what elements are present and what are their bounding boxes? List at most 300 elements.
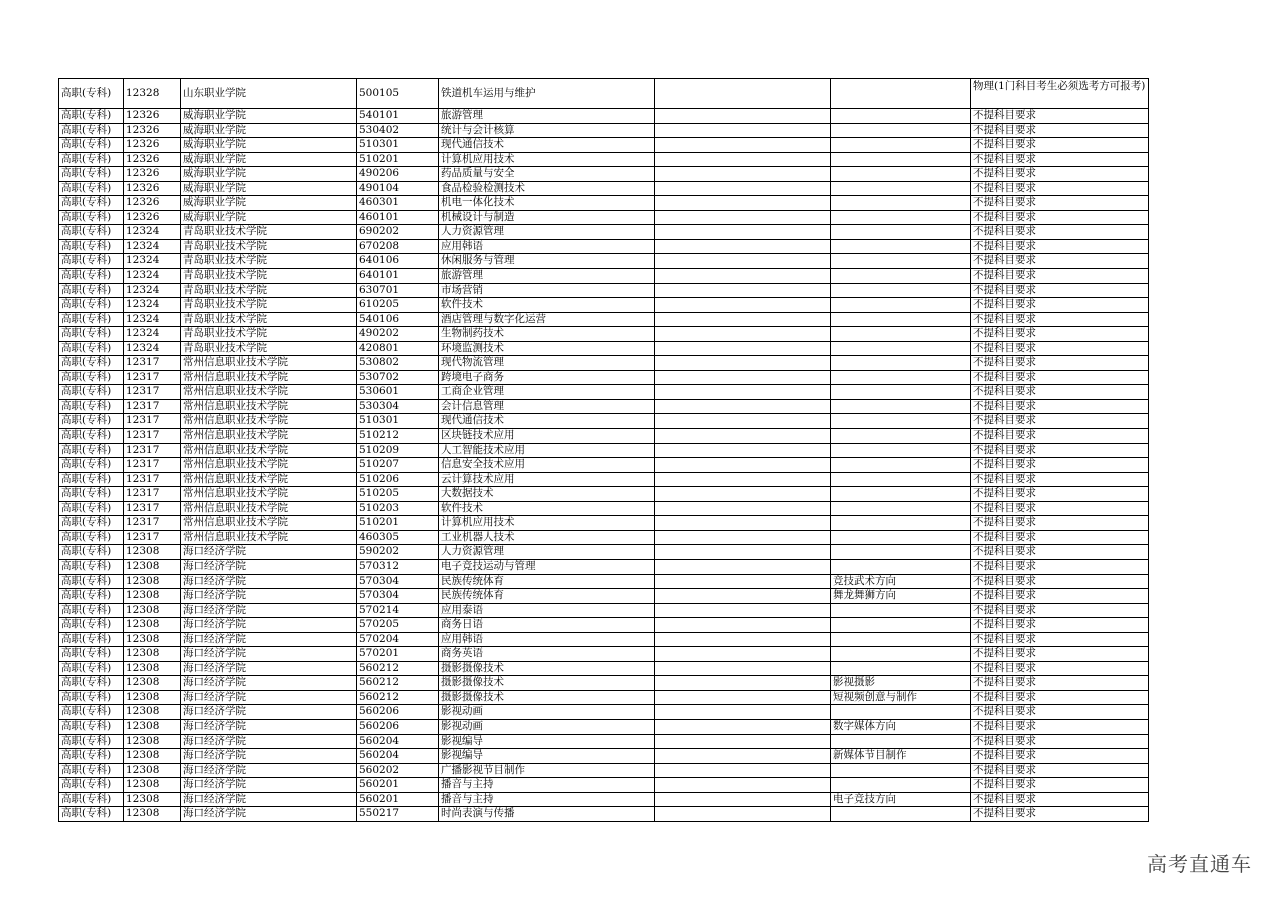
school-name-cell: 青岛职业技术学院 [181, 225, 357, 240]
major-name-cell: 软件技术 [439, 501, 655, 516]
table-row [59, 487, 1149, 502]
major-code-cell: 490202 [357, 327, 439, 342]
level-cell: 高职(专科) [59, 167, 124, 182]
school-code-cell: 12308 [124, 589, 181, 604]
school-code-cell: 12324 [124, 269, 181, 284]
major-code-cell: 610205 [357, 298, 439, 313]
subject-requirement-cell: 不提科目要求 [971, 690, 1149, 705]
school-name-cell: 常州信息职业技术学院 [181, 516, 357, 531]
level-cell: 高职(专科) [59, 618, 124, 633]
direction-cell [831, 79, 971, 109]
major-name-cell: 民族传统体育 [439, 589, 655, 604]
school-code-cell: 12324 [124, 312, 181, 327]
major-code-cell: 510301 [357, 414, 439, 429]
note-cell [655, 283, 831, 298]
major-code-cell: 460101 [357, 210, 439, 225]
direction-cell [831, 399, 971, 414]
school-code-cell: 12328 [124, 79, 181, 109]
direction-cell [831, 138, 971, 153]
direction-cell: 新媒体节目制作 [831, 749, 971, 764]
school-name-cell: 青岛职业技术学院 [181, 341, 357, 356]
major-code-cell: 570214 [357, 603, 439, 618]
major-name-cell: 应用韩语 [439, 239, 655, 254]
level-cell: 高职(专科) [59, 327, 124, 342]
school-name-cell: 海口经济学院 [181, 589, 357, 604]
table-row [59, 225, 1149, 240]
table-row [59, 356, 1149, 371]
level-cell: 高职(专科) [59, 487, 124, 502]
school-code-cell: 12326 [124, 181, 181, 196]
note-cell [655, 298, 831, 313]
school-name-cell: 常州信息职业技术学院 [181, 429, 357, 444]
school-code-cell: 12326 [124, 123, 181, 138]
major-name-cell: 工业机器人技术 [439, 530, 655, 545]
school-name-cell: 常州信息职业技术学院 [181, 443, 357, 458]
school-code-cell: 12324 [124, 341, 181, 356]
table-row [59, 458, 1149, 473]
subject-requirement-cell: 不提科目要求 [971, 458, 1149, 473]
subject-requirement-cell: 不提科目要求 [971, 749, 1149, 764]
major-name-cell: 机械设计与制造 [439, 210, 655, 225]
table-row [59, 370, 1149, 385]
major-code-cell: 420801 [357, 341, 439, 356]
direction-cell [831, 458, 971, 473]
major-name-cell: 休闲服务与管理 [439, 254, 655, 269]
direction-cell [831, 414, 971, 429]
subject-requirement-cell: 不提科目要求 [971, 138, 1149, 153]
major-code-cell: 560212 [357, 690, 439, 705]
level-cell: 高职(专科) [59, 152, 124, 167]
school-name-cell: 青岛职业技术学院 [181, 269, 357, 284]
major-name-cell: 摄影摄像技术 [439, 661, 655, 676]
level-cell: 高职(专科) [59, 109, 124, 124]
note-cell [655, 429, 831, 444]
level-cell: 高职(专科) [59, 676, 124, 691]
table-row [59, 574, 1149, 589]
level-cell: 高职(专科) [59, 763, 124, 778]
major-code-cell: 510212 [357, 429, 439, 444]
level-cell: 高职(专科) [59, 399, 124, 414]
school-code-cell: 12324 [124, 283, 181, 298]
school-name-cell: 海口经济学院 [181, 632, 357, 647]
school-code-cell: 12326 [124, 167, 181, 182]
table-row [59, 196, 1149, 211]
major-code-cell: 570304 [357, 574, 439, 589]
level-cell: 高职(专科) [59, 283, 124, 298]
school-code-cell: 12308 [124, 661, 181, 676]
school-code-cell: 12308 [124, 603, 181, 618]
direction-cell [831, 385, 971, 400]
direction-cell [831, 734, 971, 749]
school-name-cell: 山东职业学院 [181, 79, 357, 109]
school-code-cell: 12317 [124, 530, 181, 545]
school-name-cell: 海口经济学院 [181, 734, 357, 749]
school-name-cell: 威海职业学院 [181, 152, 357, 167]
note-cell [655, 356, 831, 371]
school-name-cell: 常州信息职业技术学院 [181, 487, 357, 502]
subject-requirement-cell: 不提科目要求 [971, 472, 1149, 487]
direction-cell [831, 530, 971, 545]
level-cell: 高职(专科) [59, 574, 124, 589]
direction-cell [831, 356, 971, 371]
table-row [59, 530, 1149, 545]
major-name-cell: 人力资源管理 [439, 545, 655, 560]
school-code-cell: 12317 [124, 370, 181, 385]
level-cell: 高职(专科) [59, 778, 124, 793]
major-code-cell: 560212 [357, 676, 439, 691]
school-code-cell: 12308 [124, 778, 181, 793]
direction-cell: 电子竞技方向 [831, 792, 971, 807]
subject-requirement-cell: 不提科目要求 [971, 792, 1149, 807]
major-name-cell: 统计与会计核算 [439, 123, 655, 138]
level-cell: 高职(专科) [59, 443, 124, 458]
note-cell [655, 734, 831, 749]
note-cell [655, 167, 831, 182]
school-name-cell: 海口经济学院 [181, 647, 357, 662]
note-cell [655, 589, 831, 604]
subject-requirement-cell: 不提科目要求 [971, 618, 1149, 633]
table-row [59, 690, 1149, 705]
direction-cell: 数字媒体方向 [831, 719, 971, 734]
note-cell [655, 399, 831, 414]
subject-requirement-cell: 不提科目要求 [971, 807, 1149, 822]
school-code-cell: 12326 [124, 210, 181, 225]
subject-requirement-cell: 不提科目要求 [971, 327, 1149, 342]
major-code-cell: 560201 [357, 792, 439, 807]
level-cell: 高职(专科) [59, 516, 124, 531]
major-code-cell: 530304 [357, 399, 439, 414]
major-name-cell: 广播影视节目制作 [439, 763, 655, 778]
note-cell [655, 778, 831, 793]
major-code-cell: 570204 [357, 632, 439, 647]
school-name-cell: 威海职业学院 [181, 181, 357, 196]
note-cell [655, 370, 831, 385]
level-cell: 高职(专科) [59, 210, 124, 225]
level-cell: 高职(专科) [59, 603, 124, 618]
major-code-cell: 570205 [357, 618, 439, 633]
table-row [59, 676, 1149, 691]
level-cell: 高职(专科) [59, 181, 124, 196]
major-code-cell: 690202 [357, 225, 439, 240]
major-name-cell: 工商企业管理 [439, 385, 655, 400]
major-name-cell: 摄影摄像技术 [439, 676, 655, 691]
school-code-cell: 12317 [124, 516, 181, 531]
major-name-cell: 药品质量与安全 [439, 167, 655, 182]
major-name-cell: 生物制药技术 [439, 327, 655, 342]
school-name-cell: 威海职业学院 [181, 196, 357, 211]
school-name-cell: 海口经济学院 [181, 661, 357, 676]
note-cell [655, 501, 831, 516]
major-code-cell: 510205 [357, 487, 439, 502]
school-name-cell: 常州信息职业技术学院 [181, 530, 357, 545]
note-cell [655, 647, 831, 662]
direction-cell [831, 618, 971, 633]
major-code-cell: 640106 [357, 254, 439, 269]
direction-cell [831, 647, 971, 662]
table-row [59, 181, 1149, 196]
major-name-cell: 电子竞技运动与管理 [439, 559, 655, 574]
school-name-cell: 海口经济学院 [181, 719, 357, 734]
major-code-cell: 500105 [357, 79, 439, 109]
major-name-cell: 旅游管理 [439, 269, 655, 284]
note-cell [655, 152, 831, 167]
direction-cell [831, 210, 971, 225]
table-row [59, 429, 1149, 444]
direction-cell [831, 327, 971, 342]
note-cell [655, 487, 831, 502]
school-name-cell: 常州信息职业技术学院 [181, 472, 357, 487]
school-code-cell: 12324 [124, 254, 181, 269]
direction-cell [831, 763, 971, 778]
school-code-cell: 12317 [124, 501, 181, 516]
note-cell [655, 239, 831, 254]
subject-requirement-cell: 不提科目要求 [971, 719, 1149, 734]
subject-requirement-cell: 不提科目要求 [971, 298, 1149, 313]
level-cell: 高职(专科) [59, 341, 124, 356]
note-cell [655, 530, 831, 545]
watermark-text: 高考直通车 [1147, 852, 1252, 876]
major-name-cell: 摄影摄像技术 [439, 690, 655, 705]
major-code-cell: 560201 [357, 778, 439, 793]
direction-cell [831, 152, 971, 167]
school-code-cell: 12317 [124, 429, 181, 444]
table-row [59, 618, 1149, 633]
direction-cell [831, 225, 971, 240]
subject-requirement-cell: 不提科目要求 [971, 603, 1149, 618]
school-name-cell: 常州信息职业技术学院 [181, 458, 357, 473]
level-cell: 高职(专科) [59, 792, 124, 807]
direction-cell [831, 181, 971, 196]
subject-requirement-cell: 不提科目要求 [971, 443, 1149, 458]
school-code-cell: 12326 [124, 152, 181, 167]
note-cell [655, 516, 831, 531]
level-cell: 高职(专科) [59, 370, 124, 385]
school-name-cell: 青岛职业技术学院 [181, 239, 357, 254]
table-row [59, 472, 1149, 487]
table-row [59, 516, 1149, 531]
note-cell [655, 79, 831, 109]
direction-cell [831, 123, 971, 138]
table-row [59, 414, 1149, 429]
school-name-cell: 常州信息职业技术学院 [181, 385, 357, 400]
table-row [59, 312, 1149, 327]
major-name-cell: 跨境电子商务 [439, 370, 655, 385]
subject-requirement-cell: 不提科目要求 [971, 312, 1149, 327]
subject-requirement-cell: 不提科目要求 [971, 705, 1149, 720]
major-code-cell: 670208 [357, 239, 439, 254]
table-row [59, 501, 1149, 516]
school-code-cell: 12317 [124, 414, 181, 429]
school-code-cell: 12317 [124, 458, 181, 473]
school-code-cell: 12308 [124, 807, 181, 822]
major-code-cell: 510301 [357, 138, 439, 153]
subject-requirement-cell: 不提科目要求 [971, 661, 1149, 676]
subject-requirement-cell: 不提科目要求 [971, 676, 1149, 691]
subject-requirement-cell: 不提科目要求 [971, 487, 1149, 502]
level-cell: 高职(专科) [59, 559, 124, 574]
direction-cell [831, 778, 971, 793]
major-code-cell: 530802 [357, 356, 439, 371]
subject-requirement-cell: 不提科目要求 [971, 210, 1149, 225]
table-row [59, 239, 1149, 254]
direction-cell: 影视摄影 [831, 676, 971, 691]
major-name-cell: 计算机应用技术 [439, 152, 655, 167]
table-row [59, 749, 1149, 764]
table-row [59, 138, 1149, 153]
note-cell [655, 414, 831, 429]
direction-cell [831, 661, 971, 676]
subject-requirement-cell: 不提科目要求 [971, 414, 1149, 429]
subject-requirement-cell: 不提科目要求 [971, 196, 1149, 211]
major-name-cell: 信息安全技术应用 [439, 458, 655, 473]
subject-requirement-cell: 不提科目要求 [971, 385, 1149, 400]
school-name-cell: 常州信息职业技术学院 [181, 399, 357, 414]
table-row [59, 589, 1149, 604]
level-cell: 高职(专科) [59, 385, 124, 400]
subject-requirement-cell: 不提科目要求 [971, 574, 1149, 589]
table-row [59, 734, 1149, 749]
major-name-cell: 旅游管理 [439, 109, 655, 124]
subject-requirement-cell: 不提科目要求 [971, 559, 1149, 574]
major-code-cell: 560206 [357, 719, 439, 734]
school-name-cell: 海口经济学院 [181, 749, 357, 764]
note-cell [655, 749, 831, 764]
table-row [59, 109, 1149, 124]
major-name-cell: 商务日语 [439, 618, 655, 633]
note-cell [655, 719, 831, 734]
school-name-cell: 海口经济学院 [181, 705, 357, 720]
major-code-cell: 540101 [357, 109, 439, 124]
level-cell: 高职(专科) [59, 647, 124, 662]
level-cell: 高职(专科) [59, 79, 124, 109]
direction-cell [831, 807, 971, 822]
school-name-cell: 常州信息职业技术学院 [181, 370, 357, 385]
school-code-cell: 12317 [124, 385, 181, 400]
major-name-cell: 机电一体化技术 [439, 196, 655, 211]
direction-cell: 短视频创意与制作 [831, 690, 971, 705]
subject-requirement-cell: 不提科目要求 [971, 734, 1149, 749]
direction-cell [831, 487, 971, 502]
school-name-cell: 海口经济学院 [181, 676, 357, 691]
major-code-cell: 570201 [357, 647, 439, 662]
school-name-cell: 威海职业学院 [181, 138, 357, 153]
school-code-cell: 12308 [124, 545, 181, 560]
direction-cell [831, 312, 971, 327]
major-name-cell: 影视编导 [439, 734, 655, 749]
level-cell: 高职(专科) [59, 356, 124, 371]
note-cell [655, 181, 831, 196]
subject-requirement-cell: 不提科目要求 [971, 530, 1149, 545]
school-name-cell: 青岛职业技术学院 [181, 283, 357, 298]
school-name-cell: 海口经济学院 [181, 690, 357, 705]
school-name-cell: 海口经济学院 [181, 763, 357, 778]
note-cell [655, 210, 831, 225]
subject-requirement-cell: 不提科目要求 [971, 778, 1149, 793]
level-cell: 高职(专科) [59, 472, 124, 487]
note-cell [655, 618, 831, 633]
direction-cell [831, 167, 971, 182]
level-cell: 高职(专科) [59, 123, 124, 138]
level-cell: 高职(专科) [59, 530, 124, 545]
school-code-cell: 12308 [124, 647, 181, 662]
direction-cell [831, 370, 971, 385]
level-cell: 高职(专科) [59, 719, 124, 734]
major-name-cell: 播音与主持 [439, 792, 655, 807]
table-row [59, 792, 1149, 807]
note-cell [655, 807, 831, 822]
school-name-cell: 青岛职业技术学院 [181, 298, 357, 313]
level-cell: 高职(专科) [59, 705, 124, 720]
school-code-cell: 12308 [124, 749, 181, 764]
major-code-cell: 510201 [357, 516, 439, 531]
level-cell: 高职(专科) [59, 239, 124, 254]
direction-cell [831, 516, 971, 531]
direction-cell [831, 269, 971, 284]
level-cell: 高职(专科) [59, 734, 124, 749]
major-name-cell: 影视动画 [439, 705, 655, 720]
subject-requirement-cell: 不提科目要求 [971, 370, 1149, 385]
subject-requirement-cell: 不提科目要求 [971, 429, 1149, 444]
admission-table [58, 78, 1149, 822]
level-cell: 高职(专科) [59, 807, 124, 822]
school-code-cell: 12326 [124, 196, 181, 211]
school-name-cell: 青岛职业技术学院 [181, 312, 357, 327]
level-cell: 高职(专科) [59, 138, 124, 153]
direction-cell [831, 239, 971, 254]
school-code-cell: 12324 [124, 327, 181, 342]
school-code-cell: 12308 [124, 632, 181, 647]
school-code-cell: 12317 [124, 472, 181, 487]
school-code-cell: 12308 [124, 719, 181, 734]
level-cell: 高职(专科) [59, 196, 124, 211]
school-code-cell: 12308 [124, 734, 181, 749]
table-row [59, 298, 1149, 313]
subject-requirement-cell: 不提科目要求 [971, 181, 1149, 196]
school-name-cell: 青岛职业技术学院 [181, 327, 357, 342]
note-cell [655, 545, 831, 560]
major-code-cell: 630701 [357, 283, 439, 298]
school-name-cell: 威海职业学院 [181, 167, 357, 182]
direction-cell [831, 443, 971, 458]
direction-cell [831, 472, 971, 487]
note-cell [655, 312, 831, 327]
level-cell: 高职(专科) [59, 661, 124, 676]
major-code-cell: 560206 [357, 705, 439, 720]
school-name-cell: 青岛职业技术学院 [181, 254, 357, 269]
level-cell: 高职(专科) [59, 690, 124, 705]
direction-cell [831, 501, 971, 516]
note-cell [655, 196, 831, 211]
subject-requirement-cell: 不提科目要求 [971, 269, 1149, 284]
level-cell: 高职(专科) [59, 589, 124, 604]
major-code-cell: 640101 [357, 269, 439, 284]
major-name-cell: 时尚表演与传播 [439, 807, 655, 822]
subject-requirement-cell: 不提科目要求 [971, 356, 1149, 371]
subject-requirement-cell: 不提科目要求 [971, 254, 1149, 269]
major-name-cell: 现代通信技术 [439, 138, 655, 153]
direction-cell: 舞龙舞狮方向 [831, 589, 971, 604]
school-code-cell: 12324 [124, 225, 181, 240]
major-name-cell: 云计算技术应用 [439, 472, 655, 487]
table-row [59, 647, 1149, 662]
major-name-cell: 酒店管理与数字化运营 [439, 312, 655, 327]
major-code-cell: 460301 [357, 196, 439, 211]
major-name-cell: 影视编导 [439, 749, 655, 764]
major-name-cell: 大数据技术 [439, 487, 655, 502]
major-code-cell: 560204 [357, 734, 439, 749]
table-row [59, 254, 1149, 269]
table-row [59, 79, 1149, 109]
